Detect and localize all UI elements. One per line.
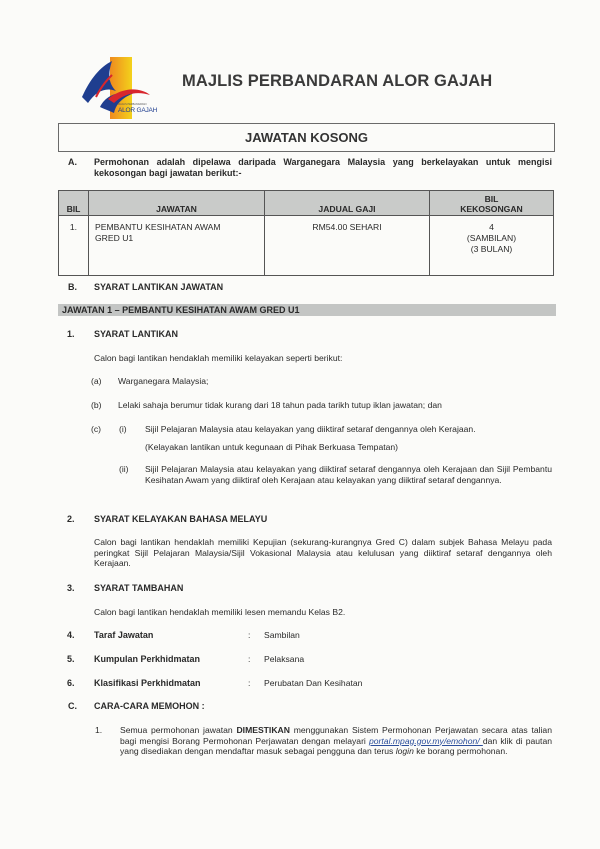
cell-kek-duration: (3 BULAN) (470, 244, 513, 254)
item-3-text: Calon bagi lantikan hendaklah memiliki lesen memandu Kelas B2. (94, 607, 346, 617)
page-title: JAWATAN KOSONG (244, 130, 369, 145)
item-3-number: 3. (67, 583, 75, 593)
item-1a-label: (a) (91, 376, 102, 386)
item-1c-i-label: (i) (119, 424, 127, 434)
apply-text-emphasis: DIMESTIKAN (236, 725, 290, 735)
cell-bil: 1. (59, 216, 89, 276)
detail-value-kumpulan-perkhidmatan: Pelaksana (264, 654, 305, 664)
header-jawatan: JAWATAN (89, 191, 265, 216)
item-1b-text: Lelaki sahaja berumur tidak kurang dari 18 tahun pada tarikh tutup iklan jawatan; dan (118, 400, 442, 410)
detail-number: 5. (67, 654, 75, 664)
apply-text-4: ke borang permohonan. (413, 746, 508, 757)
item-1c-i-text: Sijil Pelajaran Malaysia atau kelayakan yang diiktiraf setaraf dengannya oleh Kerajaan. (145, 424, 476, 434)
organization-name: MAJLIS PERBANDARAN ALOR GAJAH (182, 72, 493, 90)
header-kek-line2: KEKOSONGAN (460, 204, 523, 214)
item-1-title: SYARAT LANTIKAN (94, 329, 179, 339)
cell-jadual-gaji: RM54.00 SEHARI (265, 216, 430, 276)
table-header-row (59, 191, 554, 216)
logo-text: ALOR GAJAH (118, 107, 158, 114)
item-1c-ii-label: (ii) (119, 464, 129, 474)
item-1c-i-note: (Kelayakan lantikan untuk kegunaan di Pihak Berkuasa Tempatan) (145, 442, 399, 452)
header-bil: BIL (59, 191, 89, 216)
detail-colon: : (248, 654, 251, 664)
item-2-text: Calon bagi lantikan hendaklah memiliki Kepujian (sekurang-kurangnya Gred C) dalam subjek Bahasa Melayu pada peringkat Sijil Pelajaran Malaysia/Sijil Vokasional Malaysia atau kelulusan yang diiktiraf setaraf dengannya oleh Kerajaan. (94, 537, 552, 569)
title-box (58, 123, 555, 152)
detail-colon: : (248, 630, 251, 640)
item-1a-text: Warganegara Malaysia; (118, 376, 209, 386)
detail-number: 6. (67, 678, 75, 688)
table-row (59, 216, 554, 276)
apply-text-3: dan klik di pautan yang disediakan dengan mendaftar masuk sebagai pengguna dan terus (120, 735, 553, 757)
cell-kek-type: (SAMBILAN) (466, 233, 517, 243)
section-c-letter: C. (68, 701, 77, 711)
section-b-letter: B. (68, 282, 77, 292)
detail-label-taraf-jawatan: Taraf Jawatan (94, 630, 154, 640)
emohon-portal-link[interactable]: portal.mpag.gov.my/emohon/ (369, 735, 483, 746)
detail-label-klasifikasi-perkhidmatan: Klasifikasi Perkhidmatan (94, 678, 201, 688)
detail-value-klasifikasi-perkhidmatan: Perubatan Dan Kesihatan (264, 678, 363, 688)
apply-step-number: 1. (95, 725, 103, 735)
cell-bil-kekosongan (430, 216, 554, 276)
cell-jawatan (89, 216, 265, 276)
cell-jawatan-line1: PEMBANTU KESIHATAN AWAM (95, 222, 221, 232)
cell-kek-count: 4 (489, 222, 494, 232)
vacancy-table (58, 190, 554, 276)
logo-small-text: MAJLIS PERBANDARAN (118, 103, 147, 106)
item-1-number: 1. (67, 329, 75, 339)
detail-label-kumpulan-perkhidmatan: Kumpulan Perkhidmatan (94, 654, 201, 664)
detail-value-taraf-jawatan: Sambilan (264, 630, 300, 640)
item-2-title: SYARAT KELAYAKAN BAHASA MELAYU (94, 514, 268, 524)
header-jadual-gaji: JADUAL GAJI (265, 191, 430, 216)
apply-text-2: menggunakan Sistem Permohonan Perjawatan secara atas talian bagi mengisi Borang Permohonan Perjawatan dengan melayari (120, 725, 552, 746)
item-1-intro: Calon bagi lantikan hendaklah memiliki kelayakan seperti berikut: (94, 353, 343, 363)
detail-number: 4. (67, 630, 75, 640)
section-b-title: SYARAT LANTIKAN JAWATAN (94, 282, 224, 292)
apply-text-1: Semua permohonan jawatan (120, 725, 237, 735)
apply-text-login: login (395, 746, 414, 757)
item-1c-label: (c) (91, 424, 102, 434)
header-bil-kekosongan (430, 191, 554, 216)
section-a-intro: Permohonan adalah dipelawa daripada Warganegara Malaysia yang berkelayakan untuk mengisi kekosongan bagi jawatan berikut:- (94, 157, 552, 178)
cell-jawatan-line2: GRED U1 (95, 233, 134, 243)
item-2-number: 2. (67, 514, 75, 524)
apply-step-text (120, 725, 552, 757)
mpag-logo (78, 57, 178, 123)
section-a-letter: A. (68, 157, 77, 167)
detail-colon: : (248, 678, 251, 688)
item-1c-ii-text: Sijil Pelajaran Malaysia atau kelayakan yang diiktiraf setaraf dengannya oleh Kerajaan dan Sijil Pembantu Kesihatan Awam yang diiktiraf oleh Kerajaan atau kelayakan yang diiktiraf setaraf dengannya. (145, 464, 552, 485)
section-c-title: CARA-CARA MEMOHON : (94, 701, 205, 711)
position-bar-title: JAWATAN 1 – PEMBANTU KESIHATAN AWAM GRED U1 (62, 305, 300, 315)
item-1b-label: (b) (91, 400, 102, 410)
header-kek-line1: BIL (484, 194, 499, 204)
item-3-title: SYARAT TAMBAHAN (94, 583, 184, 593)
